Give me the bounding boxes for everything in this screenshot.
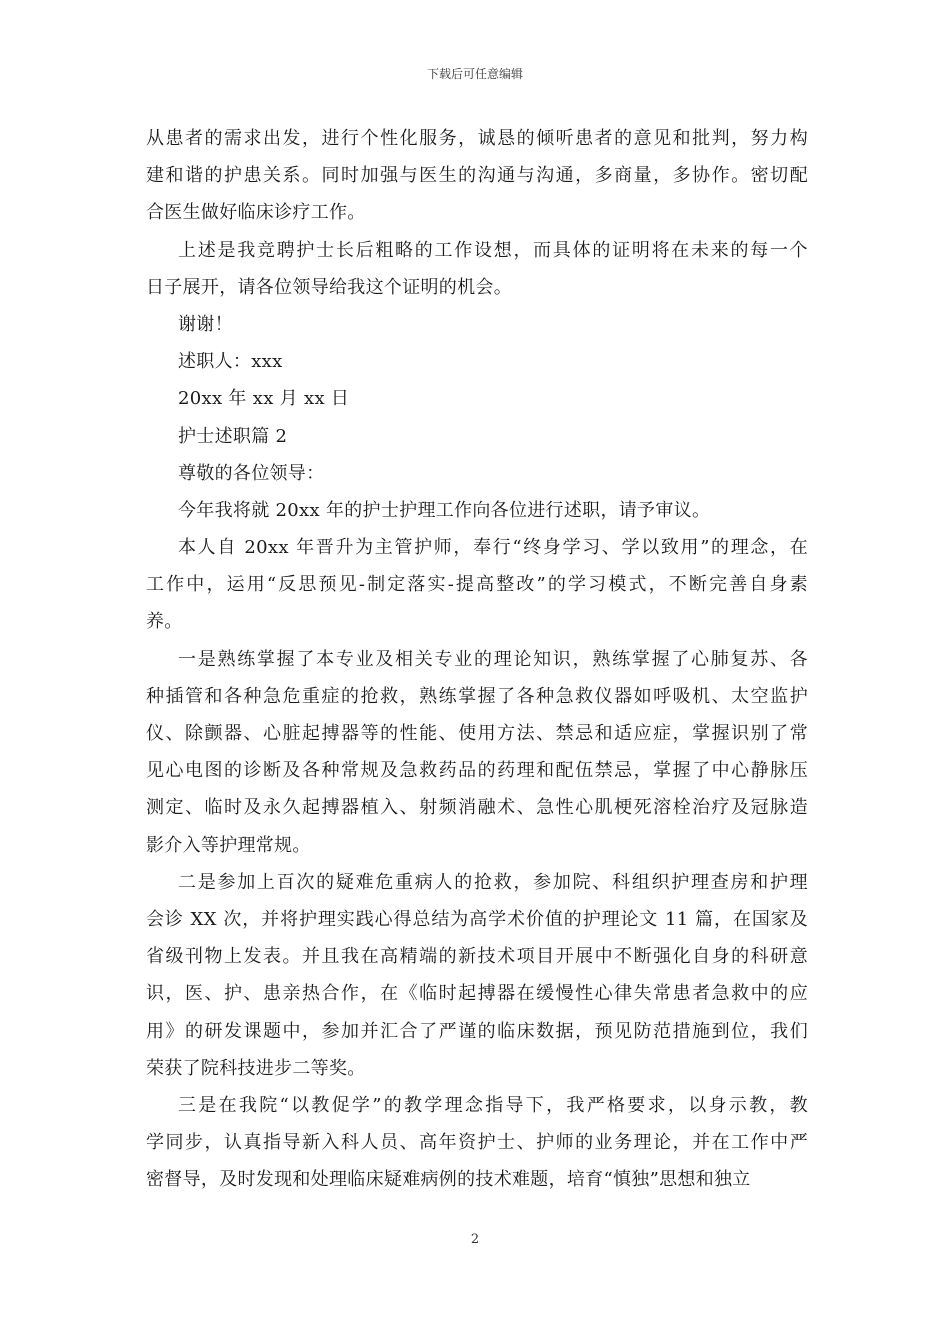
text-line: 学同步，认真指导新入科人员、高年资护士、护师的业务理论，并在工作中严 — [146, 1132, 808, 1154]
text-line: 荣获了院科技进步二等奖。 — [146, 1057, 366, 1079]
text-line: 测定、临时及永久起搏器植入、射频消融术、急性心肌梗死溶栓治疗及冠脉造 — [146, 797, 808, 819]
text-line: 尊敬的各位领导： — [178, 462, 325, 484]
text-line: 种插管和各种急危重症的抢救，熟练掌握了各种急救仪器如呼吸机、太空监护 — [146, 685, 808, 707]
text-line: 用》的研发课题中，参加并汇合了严谨的临床数据，预见防范措施到位，我们 — [146, 1020, 808, 1042]
paragraph — [146, 380, 808, 417]
page-header: 下载后可任意编辑 — [426, 67, 523, 81]
document-body — [146, 120, 808, 1198]
text-line: 本人自 20xx 年晋升为主管护师，奉行“终身学习、学以致用”的理念，在 — [178, 537, 808, 559]
text-line: 二是参加上百次的疑难危重病人的抢救，参加院、科组织护理查房和护理 — [178, 871, 808, 893]
paragraph — [146, 492, 808, 529]
text-line: 会诊 XX 次，并将护理实践心得总结为高学术价值的护理论文 11 篇，在国家及 — [146, 908, 808, 930]
text-line: 护士述职篇 2 — [178, 425, 288, 447]
text-line: 省级刊物上发表。并且我在高精端的新技术项目开展中不断强化自身的科研意 — [146, 946, 808, 968]
text-line: 养。 — [146, 611, 183, 633]
text-line: 工作中，运用“反思预见-制定落实-提高整改”的学习模式，不断完善自身素 — [146, 574, 808, 596]
paragraph — [146, 120, 808, 232]
paragraph — [146, 1087, 808, 1199]
paragraph — [146, 418, 808, 455]
text-line: 20xx 年 xx 月 xx 日 — [178, 388, 350, 410]
text-line: 从患者的需求出发，进行个性化服务，诚恳的倾听患者的意见和批判，努力构 — [146, 128, 808, 149]
text-line: 识，医、护、患亲热合作，在《临时起搏器在缓慢性心律失常患者急救中的应 — [146, 983, 808, 1005]
text-line: 仪、除颤器、心脏起搏器等的性能、使用方法、禁忌和适应症，掌握识别了常 — [146, 723, 808, 744]
page-number: 2 — [470, 1232, 480, 1247]
text-line: 影介入等护理常规。 — [146, 834, 311, 856]
text-line: 述职人：xxx — [178, 351, 283, 373]
text-line: 一是熟练掌握了本专业及相关专业的理论知识，熟练掌握了心肺复苏、各 — [178, 648, 808, 670]
text-line: 上述是我竞聘护士长后粗略的工作设想，而具体的证明将在未来的每一个 — [178, 239, 808, 261]
text-line: 三是在我院“以教促学”的教学理念指导下，我严格要求，以身示教，教 — [178, 1094, 808, 1116]
text-line: 今年我将就 20xx 年的护士护理工作向各位进行述职，请予审议。 — [178, 499, 711, 521]
text-line: 密督导，及时发现和处理临床疑难病例的技术难题，培育“慎独”思想和独立 — [146, 1169, 751, 1191]
paragraph — [146, 306, 808, 343]
text-line: 合医生做好临床诊疗工作。 — [146, 202, 366, 224]
paragraph — [146, 641, 808, 864]
paragraph — [146, 343, 808, 380]
paragraph — [146, 455, 808, 492]
paragraph — [146, 864, 808, 1087]
paragraph — [146, 529, 808, 641]
text-line: 谢谢！ — [178, 313, 233, 335]
text-line: 建和谐的护患关系。同时加强与医生的沟通与沟通，多商量，多协作。密切配 — [146, 165, 808, 187]
text-line: 见心电图的诊断及各种常规及急救药品的药理和配伍禁忌，掌握了中心静脉压 — [146, 760, 808, 782]
paragraph — [146, 232, 808, 306]
text-line: 日子展开，请各位领导给我这个证明的机会。 — [146, 276, 512, 298]
